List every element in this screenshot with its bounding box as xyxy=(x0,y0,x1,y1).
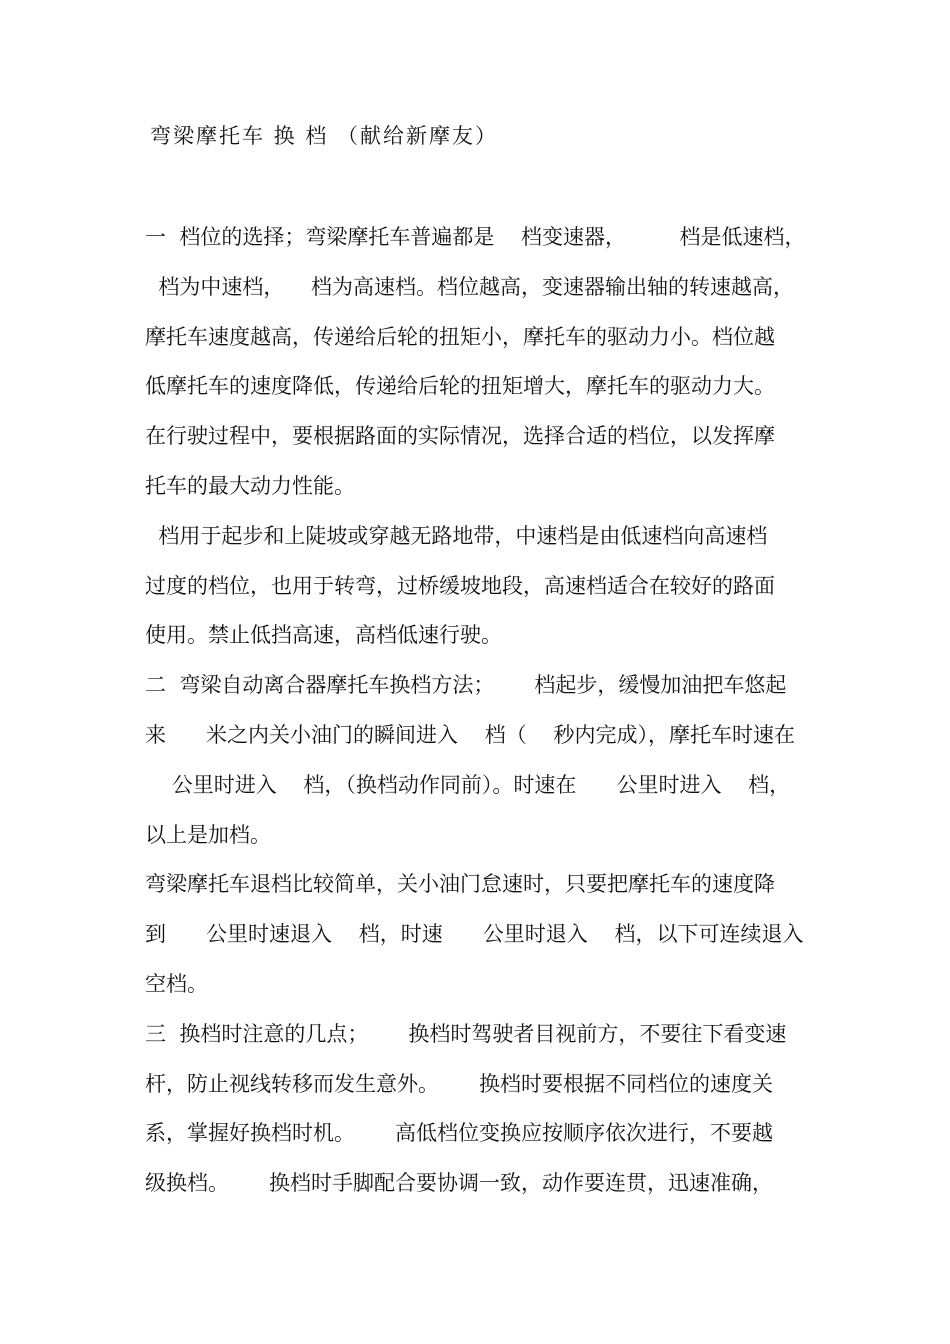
body-line: 二 弯梁自动离合器摩托车换档方法； 档起步，缓慢加油把车悠起 xyxy=(145,673,787,697)
body-line: 杆，防止视线转移而发生意外。 换档时要根据不同档位的速度关 xyxy=(145,1072,774,1096)
body-line: 级换档。 换档时手脚配合要协调一致，动作要连贯，迅速准确， xyxy=(145,1171,774,1195)
body-line: 低摩托车的速度降低，传递给后轮的扭矩增大，摩托车的驱动力大。 xyxy=(145,374,775,398)
body-line: 摩托车速度越高，传递给后轮的扭矩小，摩托车的驱动力小。档位越 xyxy=(145,325,775,349)
document-title: 弯梁摩托车 换 档 （献给新摩友） xyxy=(150,124,499,148)
body-line: 空档。 xyxy=(145,972,208,996)
body-line: 档为中速档， 档为高速档。档位越高，变速器输出轴的转速越高， xyxy=(145,275,795,299)
body-line: 使用。禁止低挡高速，高档低速行驶。 xyxy=(145,623,502,647)
body-line: 一 档位的选择；弯梁摩托车普遍都是 档变速器， 档是低速档， xyxy=(145,225,806,249)
body-line: 在行驶过程中，要根据路面的实际情况，选择合适的档位，以发挥摩 xyxy=(145,424,775,448)
body-line: 三 换档时注意的几点； 换档时驾驶者目视前方，不要往下看变速 xyxy=(145,1022,787,1046)
body-line: 以上是加档。 xyxy=(145,823,271,847)
body-line: 过度的档位，也用于转弯，过桥缓坡地段，高速档适合在较好的路面 xyxy=(145,574,775,598)
body-line: 来 米之内关小油门的瞬间进入 档（ 秒内完成），摩托车时速在 xyxy=(145,723,795,747)
body-line: 档用于起步和上陡坡或穿越无路地带，中速档是由低速档向高速档 xyxy=(145,524,768,548)
body-line: 托车的最大动力性能。 xyxy=(145,474,355,498)
body-line: 公里时进入 档，（换档动作同前）。时速在 公里时进入 档， xyxy=(145,773,791,797)
body-line: 到 公里时速退入 档，时速 公里时退入 档，以下可连续退入 xyxy=(145,922,804,946)
body-line: 弯梁摩托车退档比较简单，关小油门怠速时，只要把摩托车的速度降 xyxy=(145,872,775,896)
body-line: 系，掌握好换档时机。 高低档位变换应按顺序依次进行，不要越 xyxy=(145,1121,774,1145)
